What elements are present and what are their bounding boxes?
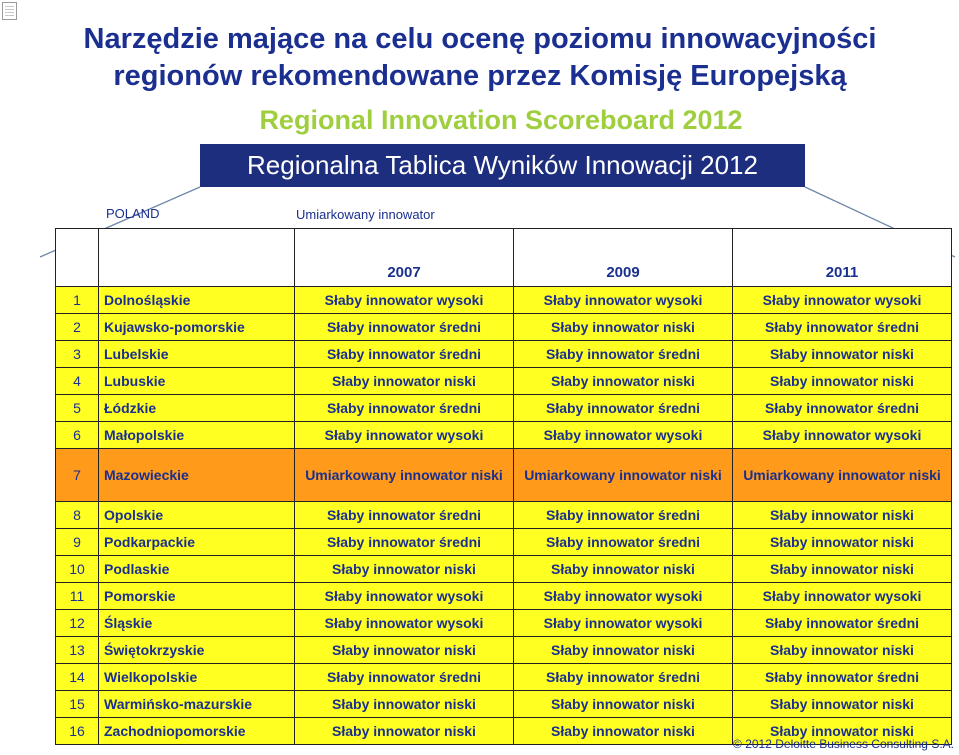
table-row (56, 395, 952, 422)
row-number: 9 (56, 529, 99, 556)
rating-2011: Słaby innowator wysoki (733, 583, 952, 610)
rating-2011: Słaby innowator niski (733, 368, 952, 395)
rating-2011: Słaby innowator średni (733, 395, 952, 422)
rating-2007: Słaby innowator niski (295, 718, 514, 745)
rating-2007: Słaby innowator wysoki (295, 287, 514, 314)
rating-2007: Słaby innowator średni (295, 395, 514, 422)
rating-2011: Słaby innowator średni (733, 314, 952, 341)
header-year-2009: 2009 (514, 229, 733, 287)
row-number: 14 (56, 664, 99, 691)
region-name: Opolskie (99, 502, 295, 529)
table-row (56, 502, 952, 529)
rating-2009: Umiarkowany innowator niski (514, 449, 733, 502)
rating-2011: Słaby innowator niski (733, 529, 952, 556)
header-year-2007: 2007 (295, 229, 514, 287)
row-number: 10 (56, 556, 99, 583)
rating-2011: Słaby innowator niski (733, 718, 952, 745)
header-blank (56, 229, 99, 287)
table-row (56, 422, 952, 449)
row-number: 13 (56, 637, 99, 664)
rating-2007: Słaby innowator średni (295, 341, 514, 368)
rating-2009: Słaby innowator średni (514, 502, 733, 529)
region-name: Podlaskie (99, 556, 295, 583)
region-name: Zachodniopomorskie (99, 718, 295, 745)
rating-2009: Słaby innowator średni (514, 341, 733, 368)
rating-2009: Słaby innowator średni (514, 529, 733, 556)
region-name: Łódzkie (99, 395, 295, 422)
region-name: Podkarpackie (99, 529, 295, 556)
country-label: POLAND (106, 206, 160, 221)
rating-2011: Słaby innowator niski (733, 637, 952, 664)
rating-2011: Umiarkowany innowator niski (733, 449, 952, 502)
page-title-line-1: Narzędzie mające na celu ocenę poziomu innowacyjności (83, 23, 877, 55)
header-region (99, 229, 295, 287)
rating-2009: Słaby innowator niski (514, 718, 733, 745)
rating-2011: Słaby innowator średni (733, 610, 952, 637)
row-number: 16 (56, 718, 99, 745)
table-row (56, 637, 952, 664)
rating-2007: Słaby innowator niski (295, 556, 514, 583)
table-row (56, 691, 952, 718)
rating-2011: Słaby innowator niski (733, 556, 952, 583)
rating-2009: Słaby innowator średni (514, 395, 733, 422)
rating-2007: Słaby innowator niski (295, 691, 514, 718)
footer-copyright: © 2012 Deloitte Business Consulting S.A. (733, 737, 954, 751)
subtitle: Regional Innovation Scoreboard 2012 (259, 105, 743, 135)
rating-2011: Słaby innowator niski (733, 341, 952, 368)
rating-2009: Słaby innowator niski (514, 314, 733, 341)
rating-2007: Słaby innowator wysoki (295, 583, 514, 610)
row-number: 5 (56, 395, 99, 422)
region-name: Warmińsko-mazurskie (99, 691, 295, 718)
region-name: Małopolskie (99, 422, 295, 449)
row-number: 15 (56, 691, 99, 718)
region-name: Dolnośląskie (99, 287, 295, 314)
rating-2009: Słaby innowator średni (514, 664, 733, 691)
row-number: 1 (56, 287, 99, 314)
header-year-2011: 2011 (733, 229, 952, 287)
rating-2009: Słaby innowator niski (514, 691, 733, 718)
table-row (56, 341, 952, 368)
region-name: Lubuskie (99, 368, 295, 395)
rating-2007: Słaby innowator wysoki (295, 610, 514, 637)
table-row (56, 610, 952, 637)
rating-2007: Słaby innowator niski (295, 637, 514, 664)
table-row (56, 368, 952, 395)
table-row (56, 287, 952, 314)
country-status: Umiarkowany innowator (296, 207, 435, 222)
row-number: 3 (56, 341, 99, 368)
region-name: Świętokrzyskie (99, 637, 295, 664)
rating-2009: Słaby innowator wysoki (514, 287, 733, 314)
region-name: Lubelskie (99, 341, 295, 368)
rating-2011: Słaby innowator wysoki (733, 287, 952, 314)
row-number: 8 (56, 502, 99, 529)
rating-2009: Słaby innowator wysoki (514, 610, 733, 637)
region-name: Pomorskie (99, 583, 295, 610)
row-number: 11 (56, 583, 99, 610)
row-number: 12 (56, 610, 99, 637)
region-name: Mazowieckie (99, 449, 295, 502)
row-number: 7 (56, 449, 99, 502)
rating-2009: Słaby innowator wysoki (514, 422, 733, 449)
table-row (56, 556, 952, 583)
rating-2007: Słaby innowator niski (295, 368, 514, 395)
table-row (56, 664, 952, 691)
rating-2011: Słaby innowator niski (733, 691, 952, 718)
rating-2009: Słaby innowator niski (514, 637, 733, 664)
table-row (56, 529, 952, 556)
region-name: Kujawsko-pomorskie (99, 314, 295, 341)
rating-2009: Słaby innowator niski (514, 556, 733, 583)
row-number: 6 (56, 422, 99, 449)
table-row (56, 314, 952, 341)
rating-2007: Słaby innowator średni (295, 529, 514, 556)
table-header-row (56, 229, 952, 287)
rating-2009: Słaby innowator niski (514, 368, 733, 395)
region-name: Wielkopolskie (99, 664, 295, 691)
region-name: Śląskie (99, 610, 295, 637)
innovation-table (55, 228, 952, 745)
banner: Regionalna Tablica Wyników Innowacji 2012 (200, 144, 805, 187)
rating-2011: Słaby innowator niski (733, 502, 952, 529)
row-number: 4 (56, 368, 99, 395)
rating-2007: Umiarkowany innowator niski (295, 449, 514, 502)
rating-2007: Słaby innowator średni (295, 314, 514, 341)
rating-2009: Słaby innowator wysoki (514, 583, 733, 610)
row-number: 2 (56, 314, 99, 341)
rating-2011: Słaby innowator średni (733, 664, 952, 691)
rating-2007: Słaby innowator wysoki (295, 422, 514, 449)
page-title-line-2: regionów rekomendowane przez Komisję Europejską (113, 60, 847, 92)
rating-2011: Słaby innowator wysoki (733, 422, 952, 449)
rating-2007: Słaby innowator średni (295, 664, 514, 691)
table-row (56, 583, 952, 610)
rating-2007: Słaby innowator średni (295, 502, 514, 529)
table-row (56, 449, 952, 502)
